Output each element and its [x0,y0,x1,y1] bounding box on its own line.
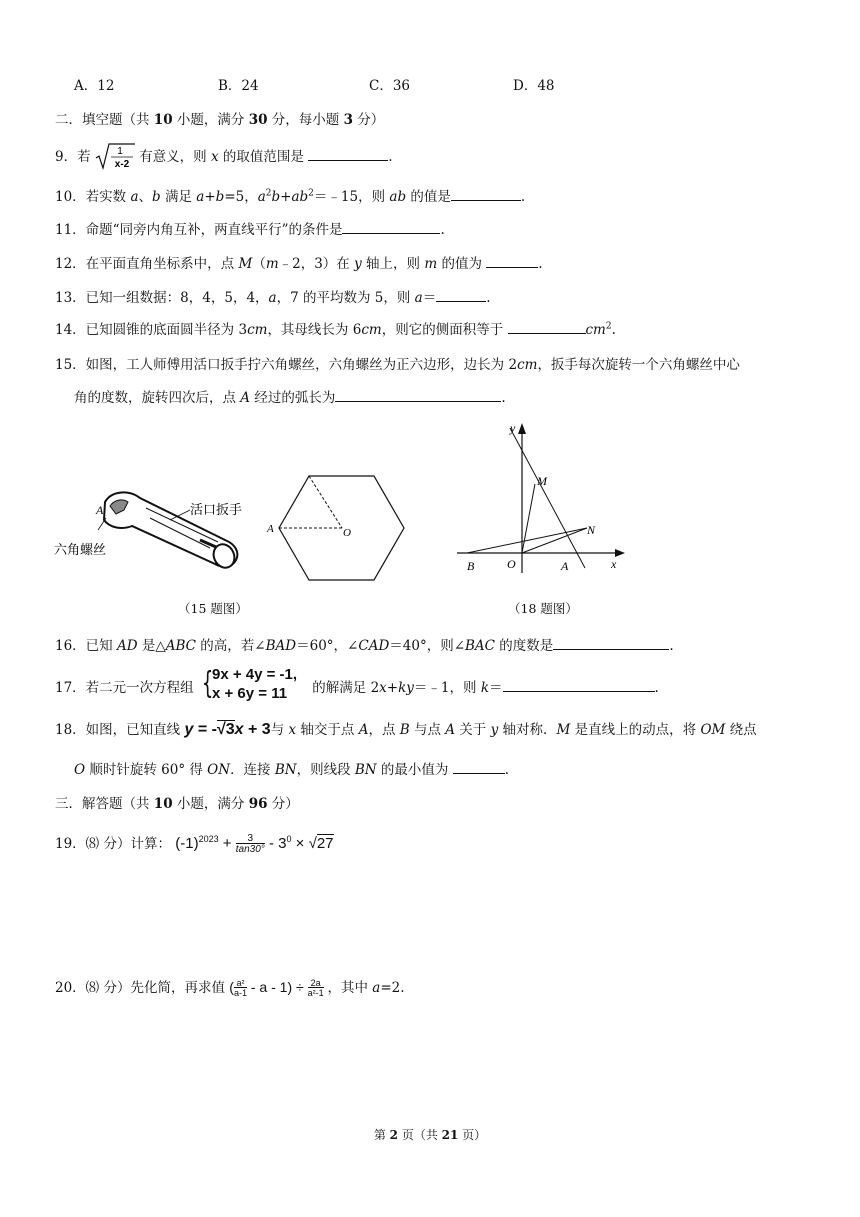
option-d: D．48 [513,78,555,94]
question-18-line2: O 顺时针旋转 60° 得 ON．连接 BN，则线段 BN 的最小值为 . [74,762,510,778]
option-b: B．24 [218,78,259,94]
wrench-label: 活口扳手 [190,503,243,518]
question-15-line1: 15．如图，工人师傅用活口扳手拧六角螺丝，六角螺丝为正六边形，边长为 2cm，扳手每次旋转一个六角螺丝中心 [55,357,740,373]
point-o-label: O [507,557,516,571]
answer-blank[interactable] [508,320,586,334]
line-equation: y = -√3x + 3 [184,721,271,738]
question-18-line1: 18．如图，已知直线 y = -√3x + 3与 x 轴交于点 A，点 B 与点 A 关于 y 轴对称．M 是直线上的动点，将 OM 绕点 [55,721,757,738]
answer-blank[interactable] [451,187,521,201]
eq-1: 9x + 4y = -1, [211,666,298,683]
question-12: 12．在平面直角坐标系中，点 M（m﹣2，3）在 y 轴上，则 m 的值为 . [55,256,543,272]
section3-heading: 三．解答题（共 10 小题，满分 96 分） [55,796,299,812]
question-20: 20．⑻ 分）先化简，再求值 $(\frac{\text{a²}}{a-1} - a - 1) \div \frac{2a}{\text{a²-1}}$ ，其中 a=2. [55,978,405,999]
question-17: 17．若二元一次方程组 { 9x + 4y = -1, x + 6y = 11 的解满足 2x+ky＝﹣1，则 k＝ . [55,666,659,702]
answer-blank[interactable] [436,288,486,302]
option-c: C．36 [369,78,411,94]
nut-label: 六角螺丝 [54,543,107,558]
section2-heading: 二．填空题（共 10 小题，满分 30 分，每小题 3 分） [55,112,385,128]
hexagon-figure [262,472,412,584]
wrench-figure [50,478,250,588]
question-19: 19．⑻ 分）计算： $(-1)^{2023} + \frac{3}{\tan 30^\circ} - 3^0 \times √27$ [55,833,334,856]
answer-blank[interactable] [335,388,501,402]
hex-a-label: A [267,523,274,535]
q9-frac-num: 1 [117,146,123,157]
axis-y-label: y [510,421,516,435]
hex-o-label: O [343,527,351,539]
question-11: 11．命题“同旁内角互补，两直线平行”的条件是 . [55,222,445,238]
point-b-label: B [467,559,475,573]
coordinate-figure [455,418,635,578]
point-a-label: A [96,503,104,517]
caption-18: （18 题图） [508,601,578,616]
equation-system: { 9x + 4y = -1, x + 6y = 11 [201,666,298,702]
answer-blank[interactable] [486,254,538,268]
q9-frac-den: x-2 [114,159,130,170]
question-9: 9．若 1 x-2 有意义，则 x 的取值范围是 . [55,142,393,170]
sqrt-fraction [95,142,135,170]
expression-20: $(\frac{\text{a²}}{a-1} - a - 1) \div \frac{2a}{\text{a²-1}}$ [229,978,324,999]
answer-blank[interactable] [503,678,655,692]
option-a: A．12 [74,78,115,94]
question-10: 10．若实数 a、b 满足 a+b=5，$a^2b+ab^2=﹣15$，则 ab 的值是 . [55,188,526,205]
eq-2: x + 6y = 11 [211,685,288,702]
question-16: 16．已知 AD 是△ABC 的高，若∠BAD＝60°，∠CAD＝40°，则∠BAC 的度数是 . [55,638,674,654]
expression-19: $(-1)^{2023} + \frac{3}{\tan 30^\circ} - 3^0 \times √27$ [175,833,334,856]
answer-blank[interactable] [453,760,505,774]
question-15-line2: 角的度数，旋转四次后，点 A 经过的弧长为 . [74,390,506,406]
point-a-label: A [561,559,569,573]
page-footer: 第 2 页（共 21 页） [373,1128,487,1142]
answer-blank[interactable] [308,147,388,161]
caption-15: （15 题图） [178,601,248,616]
point-n-label: N [587,523,596,537]
point-m-label: M [537,474,547,488]
question-13: 13．已知一组数据：8，4，5，4，a，7 的平均数为 5，则 a＝ . [55,290,491,306]
question-14: 14．已知圆锥的底面圆半径为 3cm，其母线长为 6cm，则它的侧面积等于 $cm^2$. [55,321,616,338]
answer-blank[interactable] [553,636,669,650]
axis-x-label: x [611,557,617,571]
answer-blank[interactable] [342,220,440,234]
